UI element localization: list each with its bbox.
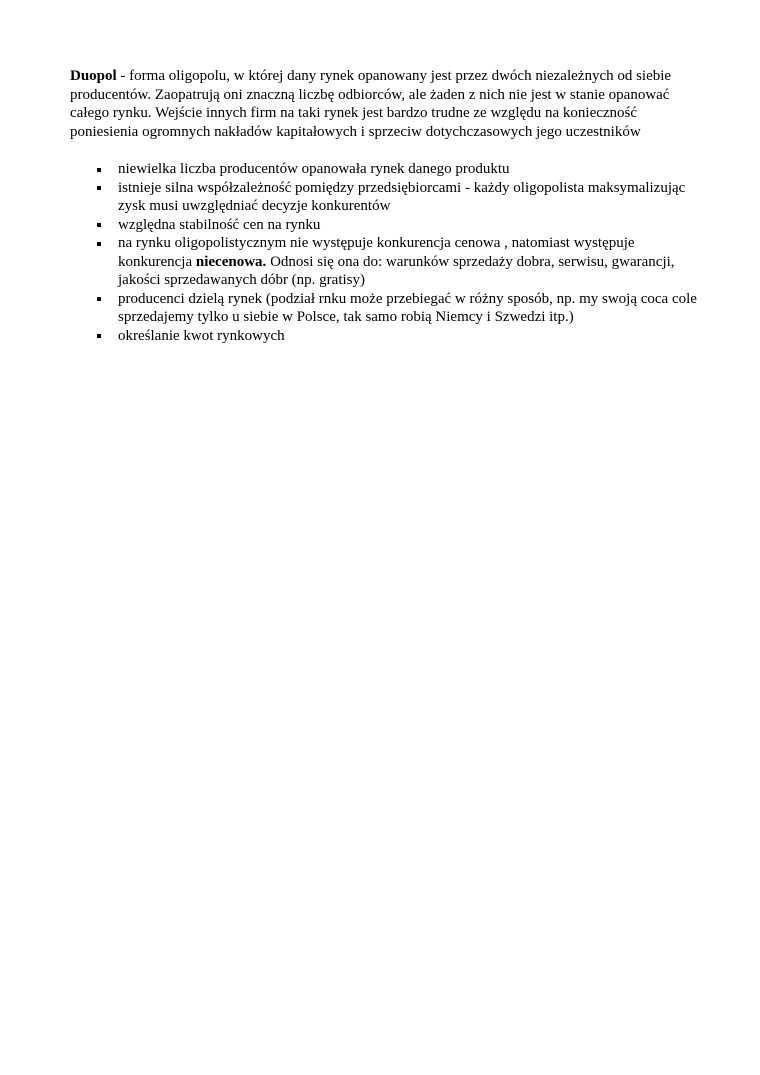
list-item-text-pre: istnieje silna współzależność pomiędzy przedsiębiorcami - każdy oligopolista maksymalizując zysk musi uwzględniać decyzje konkurentów: [118, 179, 686, 214]
list-item: [70, 327, 700, 346]
list-item-text-pre: na rynku oligopolistycznym nie występuje konkurencja cenowa , natomiast występuje konkurencja: [118, 235, 635, 270]
list-item-text-pre: producenci dzielą rynek (podział rnku może przebiegać w różny sposób, np. my swoją coca cole sprzedajemy tylko u siebie w Polsce, tak samo robią Niemcy i Szwedzi itp.): [118, 290, 697, 325]
list-item: [70, 216, 700, 235]
list-item-text: [118, 328, 285, 344]
list-item: [70, 179, 700, 216]
list-item-text: [118, 291, 697, 326]
list-item-text: [118, 235, 675, 288]
list-item-text: [118, 217, 320, 233]
intro-text: - forma oligopolu, w której dany rynek opanowany jest przez dwóch niezależnych od siebie producentów. Zaopatrują oni znaczną liczbę odbiorców, ale żaden z nich nie jest w stanie opanować całego rynku. Wejście innych firm na taki rynek jest bardzo trudne ze względu na konieczność poniesienia ogromnych nakładów kapitałowych i sprzeciw dotychczasowych jego uczestników: [70, 68, 672, 140]
bullet-square-icon: [97, 297, 101, 301]
bullet-list: [70, 160, 700, 345]
bullet-square-icon: [97, 223, 101, 227]
list-item-text-pre: względna stabilność cen na rynku: [118, 216, 321, 233]
list-item-text: [118, 161, 510, 177]
intro-term: Duopol: [70, 68, 117, 84]
list-item-text-pre: niewielka liczba producentów opanowała rynek danego produktu: [118, 161, 510, 177]
bullet-square-icon: [97, 168, 101, 172]
list-item-text-post: Odnosi się ona do: warunków sprzedaży dobra, serwisu, gwarancji, jakości sprzedawanych dóbr (np. gratisy): [118, 253, 675, 288]
document-content: [0, 0, 760, 345]
list-item: [70, 290, 700, 327]
list-item: [70, 234, 700, 290]
intro-paragraph: [70, 67, 700, 141]
bullet-square-icon: [97, 334, 101, 338]
list-item-text: [118, 180, 685, 215]
list-item-text-bold: niecenowa.: [195, 253, 267, 270]
list-item: [70, 160, 700, 179]
bullet-square-icon: [97, 186, 101, 190]
bullet-square-icon: [97, 242, 101, 246]
list-item-text-pre: określanie kwot rynkowych: [118, 327, 285, 344]
